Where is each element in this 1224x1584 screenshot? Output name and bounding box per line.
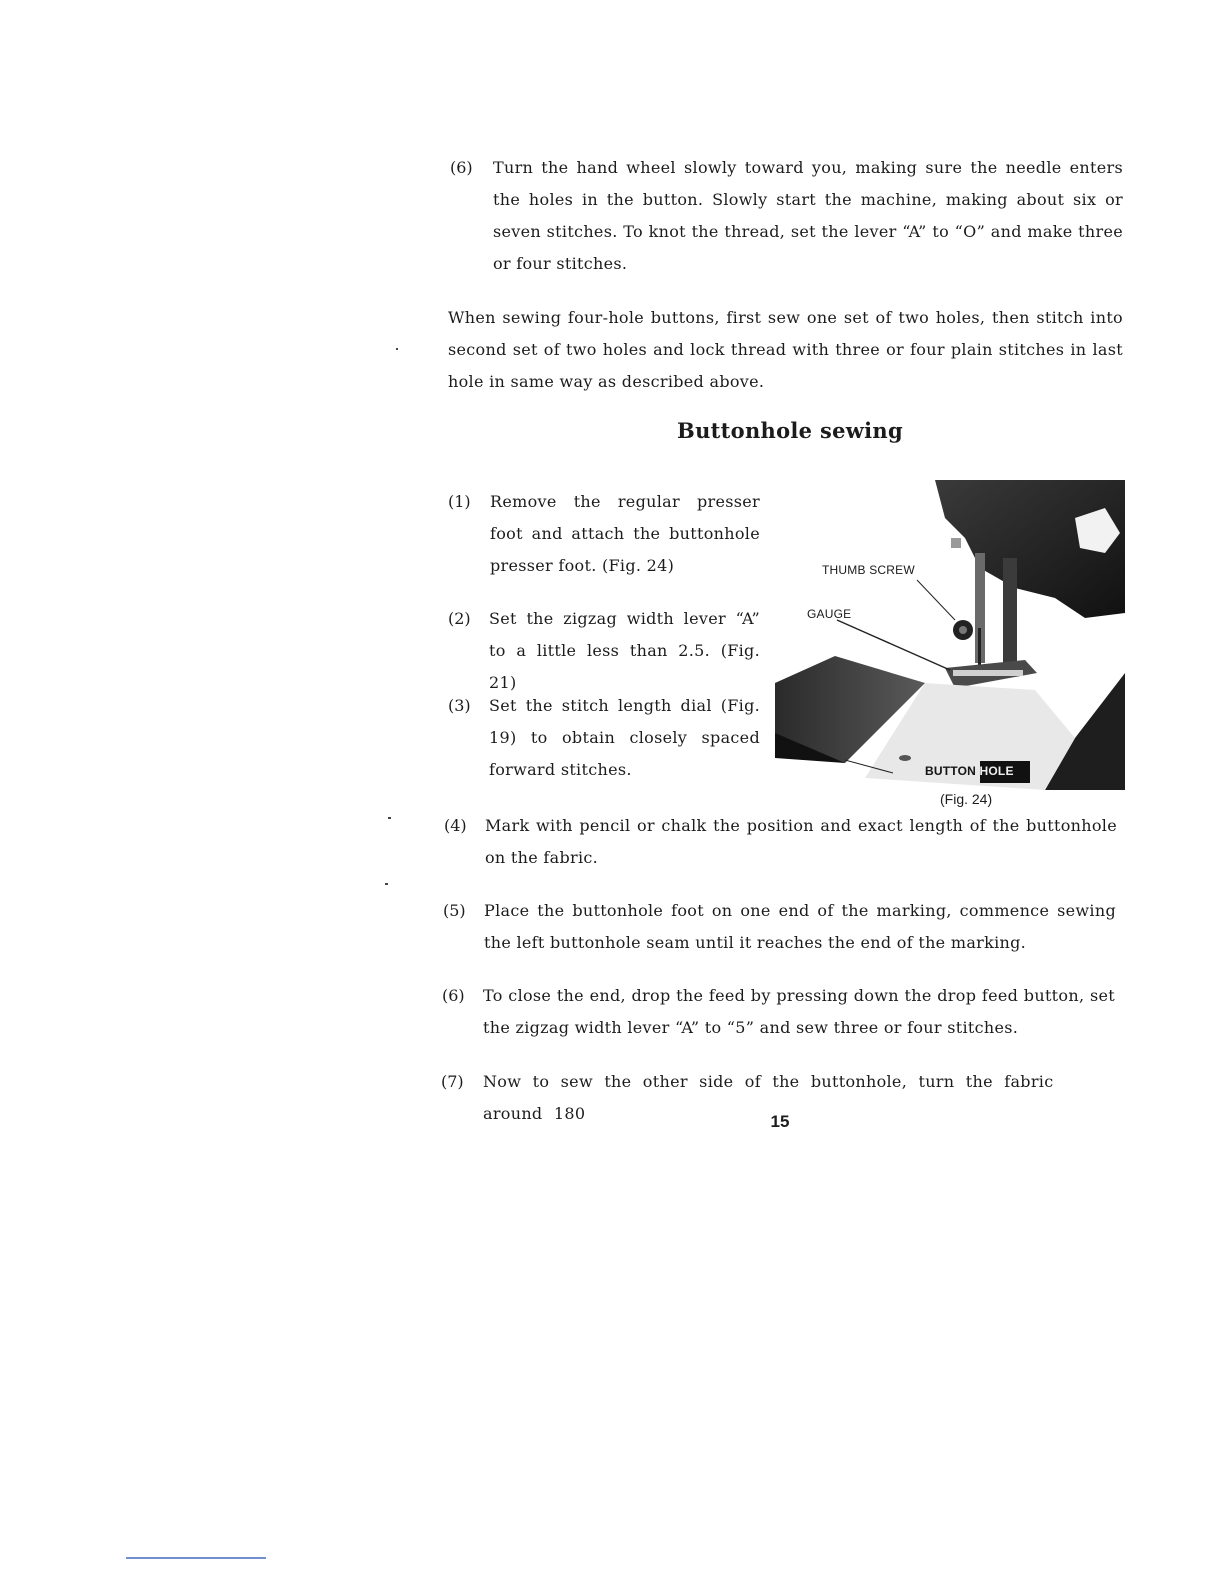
four-hole-paragraph: When sewing four-hole buttons, first sew one set of two holes, then stitch into second set of two holes and lock thread with three or four plain stitches in last hole in same way as described above. — [448, 308, 1123, 391]
step-7-text: Now to sew the other side of the buttonhole, turn the fabric around 180 — [483, 1072, 1054, 1123]
step-1 — [448, 486, 760, 586]
step-4-number: (4) — [444, 816, 467, 835]
step-6-text: To close the end, drop the feed by pressing down the drop feed button, set the zigzag width lever “A” to “5” and sew three or four stitches. — [483, 986, 1115, 1037]
top-step-number: (6) — [450, 158, 473, 177]
figure-24 — [775, 478, 1125, 792]
button-hole-label: BUTTON HOLE — [925, 764, 1014, 778]
step-2-number: (2) — [448, 609, 471, 628]
step-1-number: (1) — [448, 492, 471, 511]
scan-speck — [396, 348, 398, 350]
step-7-number: (7) — [441, 1072, 464, 1091]
top-step — [450, 152, 1125, 282]
page-number: 15 — [770, 1112, 790, 1131]
section-heading: Buttonhole sewing — [677, 418, 903, 443]
step-3-number: (3) — [448, 696, 471, 715]
scan-speck — [388, 817, 391, 819]
scan-edge-line — [126, 1557, 266, 1559]
step-2-text: Set the zigzag width lever “A” to a little less than 2.5. (Fig. 21) — [489, 609, 760, 692]
step-5-number: (5) — [443, 901, 466, 920]
top-step-text: Turn the hand wheel slowly toward you, making sure the needle enters the holes in the button. Slowly start the machine, making about six or seven stitches. To knot the thread, set the lever “A” to “O” and make three or four stitches. — [493, 158, 1123, 273]
gauge-label: GAUGE — [807, 607, 852, 621]
thumb-screw-label: THUMB SCREW — [822, 563, 915, 577]
step-4 — [444, 810, 1119, 880]
step-6-number: (6) — [442, 986, 465, 1005]
step-5 — [443, 895, 1118, 965]
figure-caption: (Fig. 24) — [940, 791, 993, 807]
step-1-text: Remove the regular presser foot and attach the buttonhole presser foot. (Fig. 24) — [490, 492, 760, 575]
scan-speck — [385, 883, 388, 885]
step-2 — [448, 603, 760, 692]
step-6 — [442, 980, 1117, 1050]
step-3 — [448, 690, 760, 790]
sewing-machine-photo — [775, 478, 1125, 792]
step-4-text: Mark with pencil or chalk the position and exact length of the buttonhole on the fabric. — [485, 816, 1117, 867]
step-5-text: Place the buttonhole foot on one end of the marking, commence sewing the left buttonhole seam until it reaches the end of the marking. — [484, 901, 1116, 952]
step-3-text: Set the stitch length dial (Fig. 19) to obtain closely spaced forward stitches. — [489, 696, 760, 779]
